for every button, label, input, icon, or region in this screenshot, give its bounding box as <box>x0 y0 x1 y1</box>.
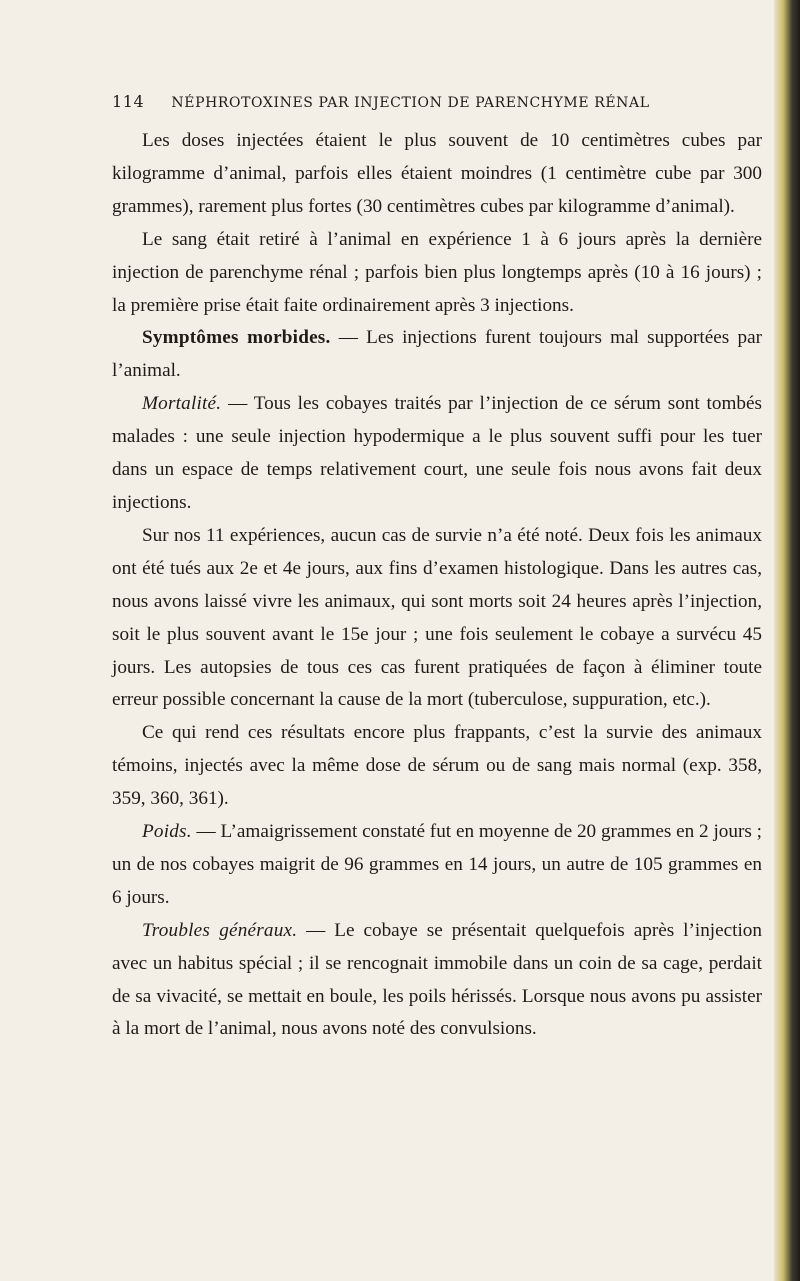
book-spine-shadow <box>774 0 800 1281</box>
section-lead-mortalite: Mortalité. <box>142 393 222 415</box>
body-text <box>112 125 762 1046</box>
paragraph-text: Sur nos 11 expériences, aucun cas de survie n’a été noté. Deux fois les animaux ont été tués aux 2e et 4e jours, aux fins d’examen histologique. Dans les autres cas, nous avons laissé vivre les animaux, qui sont morts soit 24 heures après l’injection, soit le plus souvent avant le 15e jour ; une fois seulement le cobaye a survécu 45 jours. Les autopsies de tous ces cas furent pratiquées de façon à éliminer toute erreur possible concernant la cause de la mort (tuberculose, suppuration, etc.). <box>112 524 762 711</box>
paragraph <box>112 388 762 520</box>
paragraph <box>112 125 762 224</box>
paragraph <box>112 322 762 388</box>
paragraph <box>112 816 762 915</box>
running-title: NÉPHROTOXINES PAR INJECTION DE PARENCHYME RÉNAL <box>171 95 650 111</box>
paragraph-text: — Le cobaye se présentait quelquefois après l’injection avec un habitus spécial ; il se rencognait immobile dans un coin de sa cage, perdait de sa vivacité, se mettait en boule, les poils hérissés. Lorsque nous avons pu assister à la mort de l’animal, nous avons noté des convulsions. <box>112 919 762 1040</box>
paragraph <box>112 520 762 717</box>
paragraph <box>112 915 762 1047</box>
section-lead-poids: Poids. <box>142 821 192 843</box>
running-header <box>112 92 752 111</box>
paragraph <box>112 717 762 816</box>
paragraph-text: Les doses injectées étaient le plus souvent de 10 centimètres cubes par kilogramme d’animal, parfois elles étaient moindres (1 centimètre cube par 300 grammes), rarement plus fortes (30 centimètres cubes par kilogramme d’animal). <box>112 130 762 217</box>
section-lead-symptomes: Symptômes morbides. <box>142 327 331 349</box>
section-lead-troubles: Troubles généraux. <box>142 919 298 941</box>
paragraph-text: — L’amaigrissement constaté fut en moyenne de 20 grammes en 2 jours ; un de nos cobayes maigrit de 96 grammes en 14 jours, un autre de 105 grammes en 6 jours. <box>112 821 762 908</box>
paragraph-text: Ce qui rend ces résultats encore plus frappants, c’est la survie des animaux témoins, injectés avec la même dose de sérum ou de sang mais normal (exp. 358, 359, 360, 361). <box>112 722 762 810</box>
paragraph <box>112 224 762 323</box>
paragraph-text: — Les injections furent toujours mal supportées par l’animal. <box>112 327 762 382</box>
paragraph-text: Le sang était retiré à l’animal en expérience 1 à 6 jours après la dernière injection de parenchyme rénal ; parfois bien plus longtemps après (10 à 16 jours) ; la première prise était faite ordinairement après 3 injections. <box>112 228 762 316</box>
paragraph-text: — Tous les cobayes traités par l’injection de ce sérum sont tombés malades : une seule injection hypodermique a le plus souvent suffi pour les tuer dans un espace de temps relativement court, une seule fois nous avons fait deux injections. <box>112 393 762 513</box>
page-number: 114 <box>112 92 145 111</box>
